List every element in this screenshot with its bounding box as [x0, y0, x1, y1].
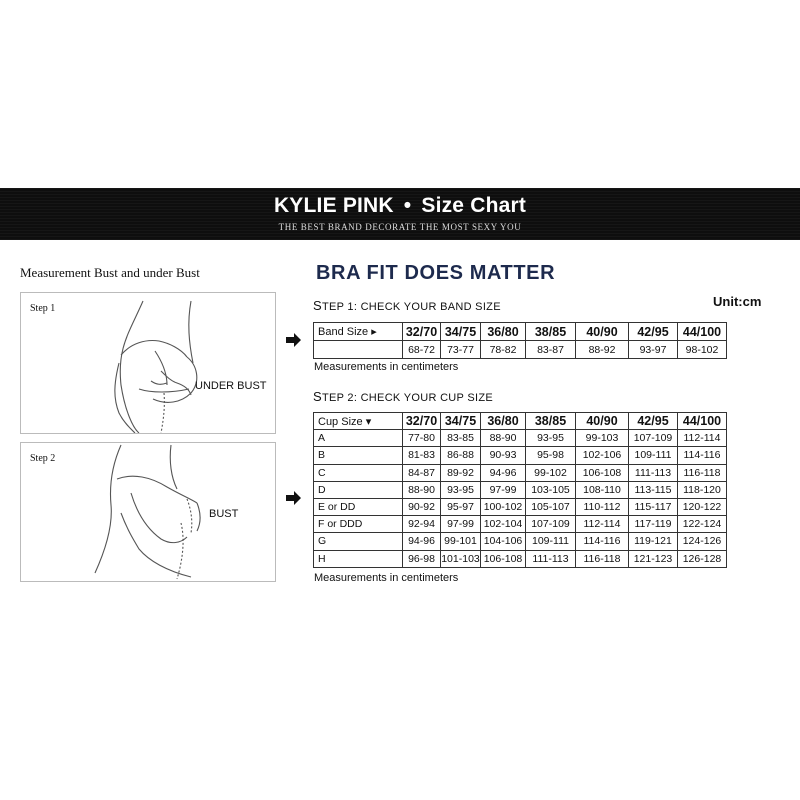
table-row	[314, 430, 727, 447]
table-cell: 104-106	[481, 533, 526, 550]
chart-title: Size Chart	[421, 194, 527, 217]
cup-label: D	[314, 481, 403, 498]
table-cell: 77-80	[403, 430, 441, 447]
table-cell: 101-103	[441, 550, 481, 567]
table-cell: 88-90	[481, 430, 526, 447]
table-row	[314, 447, 727, 464]
cup-note: Measurements in centimeters	[314, 572, 459, 584]
table-cell: 106-108	[481, 550, 526, 567]
table-cell: 96-98	[403, 550, 441, 567]
cup-label: A	[314, 430, 403, 447]
table-cell: 92-94	[403, 516, 441, 533]
arrow-right-icon	[286, 333, 302, 350]
table-cell: 116-118	[576, 550, 629, 567]
cup-table-body	[314, 430, 727, 568]
table-row: Cup Size ▾ 32/70 34/75 36/80 38/85 40/90 42/95 44/100	[314, 413, 727, 430]
table-cell: 106-108	[576, 464, 629, 481]
cup-label: B	[314, 447, 403, 464]
underbust-label: UNDER BUST	[195, 380, 267, 392]
underbust-figure	[21, 293, 275, 433]
table-cell: 97-99	[441, 516, 481, 533]
table-cell: 110-112	[576, 498, 629, 515]
table-cell: 94-96	[403, 533, 441, 550]
table-cell: 86-88	[441, 447, 481, 464]
table-row: Band Size ▸ 32/70 34/75 36/80 38/85 40/90 42/95 44/100	[314, 323, 727, 341]
brand-name: KYLIE PINK	[273, 194, 394, 217]
table-cell: 94-96	[481, 464, 526, 481]
table-cell: 118-120	[678, 481, 727, 498]
table-cell: 122-124	[678, 516, 727, 533]
table-row	[314, 516, 727, 533]
table-row	[314, 533, 727, 550]
bullet-separator: •	[403, 194, 412, 217]
table-cell: 111-113	[629, 464, 678, 481]
table-cell: 113-115	[629, 481, 678, 498]
step2-figure-box	[20, 442, 276, 582]
table-cell: 105-107	[526, 498, 576, 515]
measurement-title: Measurement Bust and under Bust	[20, 265, 200, 280]
unit-label: Unit:cm	[713, 294, 762, 309]
step2-label: Step 2	[30, 453, 56, 464]
table-cell: 107-109	[526, 516, 576, 533]
table-cell: 95-97	[441, 498, 481, 515]
table-cell: 93-95	[526, 430, 576, 447]
cup-label: E or DD	[314, 498, 403, 515]
band-size-header: Band Size ▸	[314, 323, 403, 341]
table-row	[314, 550, 727, 567]
table-row	[314, 464, 727, 481]
table-cell: 97-99	[481, 481, 526, 498]
table-cell: 115-117	[629, 498, 678, 515]
table-cell: 93-95	[441, 481, 481, 498]
table-cell: 114-116	[576, 533, 629, 550]
table-cell: 124-126	[678, 533, 727, 550]
table-cell: 99-102	[526, 464, 576, 481]
table-row	[314, 498, 727, 515]
table-cell: 90-93	[481, 447, 526, 464]
bust-label: BUST	[209, 508, 239, 520]
table-cell: 109-111	[526, 533, 576, 550]
table-cell: 84-87	[403, 464, 441, 481]
table-cell: 120-122	[678, 498, 727, 515]
step2-heading: STEP 2: CHECK YOUR CUP SIZE	[313, 389, 493, 404]
cup-size-table	[313, 412, 727, 568]
cup-size-header: Cup Size ▾	[314, 413, 403, 430]
table-cell: 95-98	[526, 447, 576, 464]
step1-label: Step 1	[30, 303, 56, 314]
band-note: Measurements in centimeters	[314, 361, 459, 373]
table-cell: 81-83	[403, 447, 441, 464]
cup-label: H	[314, 550, 403, 567]
table-cell: 103-105	[526, 481, 576, 498]
bra-fit-title: BRA FIT DOES MATTER	[316, 262, 556, 284]
step1-figure-box	[20, 292, 276, 434]
step1-heading: STEP 1: CHECK YOUR BAND SIZE	[313, 298, 501, 313]
banner-title	[0, 194, 800, 218]
table-cell: 114-116	[678, 447, 727, 464]
table-cell: 99-103	[576, 430, 629, 447]
table-cell: 88-90	[403, 481, 441, 498]
table-cell: 112-114	[678, 430, 727, 447]
cup-label: C	[314, 464, 403, 481]
header-banner	[0, 188, 800, 240]
arrow-right-icon	[286, 491, 302, 508]
table-cell: 112-114	[576, 516, 629, 533]
table-cell: 117-119	[629, 516, 678, 533]
table-cell: 126-128	[678, 550, 727, 567]
table-cell: 90-92	[403, 498, 441, 515]
table-cell: 121-123	[629, 550, 678, 567]
table-cell: 108-110	[576, 481, 629, 498]
band-size-table	[313, 322, 727, 359]
table-row	[314, 481, 727, 498]
table-row: 68-72 73-77 78-82 83-87 88-92 93-97 98-102	[314, 341, 727, 359]
table-cell: 83-85	[441, 430, 481, 447]
cup-label: G	[314, 533, 403, 550]
cup-label: F or DDD	[314, 516, 403, 533]
table-cell: 102-106	[576, 447, 629, 464]
table-cell: 99-101	[441, 533, 481, 550]
table-cell: 107-109	[629, 430, 678, 447]
table-cell: 111-113	[526, 550, 576, 567]
table-cell: 116-118	[678, 464, 727, 481]
table-cell: 109-111	[629, 447, 678, 464]
table-cell: 89-92	[441, 464, 481, 481]
banner-tagline: THE BEST BRAND DECORATE THE MOST SEXY YOU	[278, 222, 522, 232]
table-cell: 119-121	[629, 533, 678, 550]
table-cell: 100-102	[481, 498, 526, 515]
table-cell: 102-104	[481, 516, 526, 533]
